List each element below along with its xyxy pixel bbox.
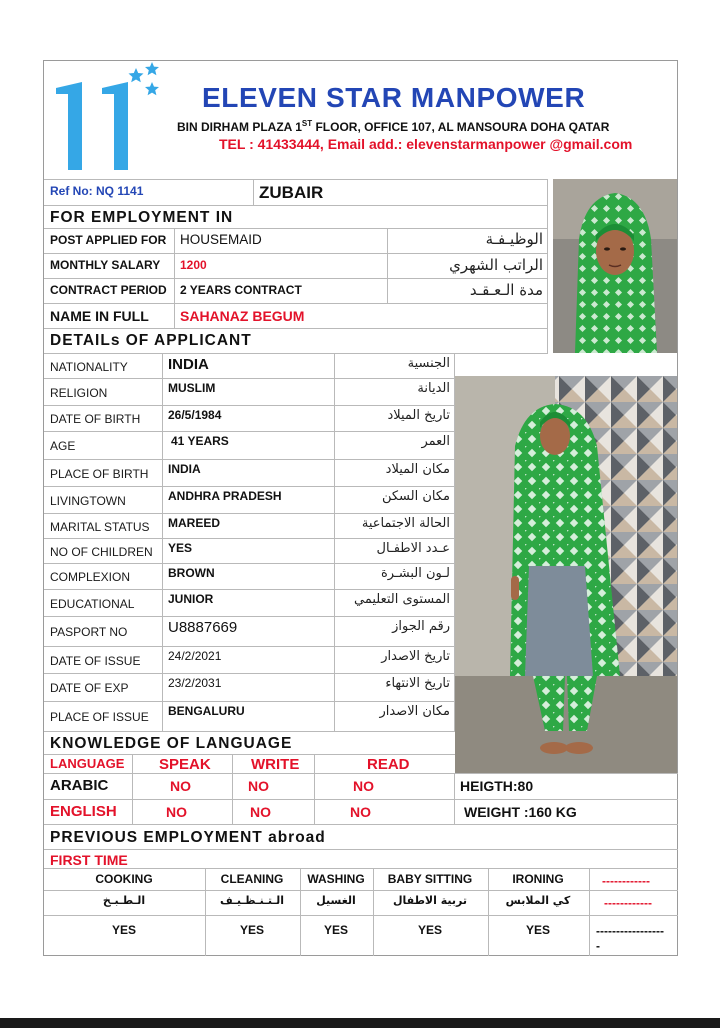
ref-number: Ref No: NQ 1141 bbox=[50, 184, 144, 198]
english-read: NO bbox=[350, 804, 371, 820]
date-of-issue-label: DATE OF ISSUE bbox=[50, 653, 141, 668]
religion-value: MUSLIM bbox=[168, 381, 216, 395]
applicant-full-body-photo bbox=[455, 376, 677, 773]
marital-status-label: MARITAL STATUS bbox=[50, 519, 150, 534]
monthly-salary-arabic: الراتب الشهري bbox=[449, 256, 543, 274]
nationality-value: INDIA bbox=[168, 356, 209, 373]
livingtown-label: LIVINGTOWN bbox=[50, 493, 126, 508]
full-name-value: SAHANAZ BEGUM bbox=[180, 308, 305, 324]
arabic-speak: NO bbox=[170, 778, 191, 794]
date-of-birth-label: DATE OF BIRTH bbox=[50, 412, 141, 426]
skill-cleaning-arabic: الـتـنـظـيـف bbox=[220, 894, 284, 907]
date-of-birth-arabic: تاريخ الميلاد bbox=[387, 408, 450, 423]
previous-employment-title: PREVIOUS EMPLOYMENT abroad bbox=[50, 829, 326, 846]
skill-baby-sitting-arabic: تربية الاطفال bbox=[392, 894, 467, 907]
english-write: NO bbox=[250, 804, 271, 820]
skill-ironing-arabic: كي الملابس bbox=[505, 894, 571, 907]
applicant-portrait-photo bbox=[553, 179, 677, 353]
educational-value: JUNIOR bbox=[168, 592, 214, 606]
date-of-exp-value: 23/2/2031 bbox=[168, 676, 222, 690]
full-name-label: NAME IN FULL bbox=[50, 308, 149, 324]
arabic-read: NO bbox=[353, 778, 374, 794]
post-applied-value: HOUSEMAID bbox=[180, 232, 262, 247]
skill-baby-sitting-value: YES bbox=[417, 923, 442, 937]
complexion-value: BROWN bbox=[168, 566, 215, 580]
contract-period-value: 2 YEARS CONTRACT bbox=[180, 283, 302, 297]
language-header-speak: SPEAK bbox=[159, 756, 211, 773]
skill-cleaning-value: YES bbox=[239, 923, 264, 937]
address-part1: BIN DIRHAM PLAZA 1 bbox=[177, 120, 302, 134]
place-of-issue-label: PLACE OF ISSUE bbox=[50, 710, 149, 724]
skill-cooking-label: COOKING bbox=[95, 872, 153, 886]
english-speak: NO bbox=[166, 804, 187, 820]
contract-period-label: CONTRACT PERIOD bbox=[50, 283, 167, 297]
place-of-birth-value: INDIA bbox=[168, 462, 201, 476]
company-contact: TEL : 41433444, Email add.: elevenstarmanpower @gmail.com bbox=[219, 136, 633, 152]
logo-eleven-stars bbox=[52, 62, 162, 172]
date-of-exp-arabic: تاريخ الانتهاء bbox=[385, 676, 450, 691]
marital-status-arabic: الحالة الاجتماعية bbox=[361, 516, 450, 531]
skill-washing-arabic: الغسيل bbox=[316, 894, 356, 907]
address-part2: FLOOR, OFFICE 107, AL MANSOURA DOHA QATAR bbox=[312, 120, 610, 134]
contract-period-arabic: مدة الـعـقـد bbox=[469, 281, 543, 299]
height-value: HEIGTH:80 bbox=[460, 778, 534, 794]
place-of-issue-value: BENGALURU bbox=[168, 704, 245, 718]
no-of-children-label: NO OF CHILDREN bbox=[50, 544, 153, 559]
skill-washing-value: YES bbox=[323, 923, 348, 937]
ironing-dash-1: ------------ bbox=[602, 874, 650, 888]
religion-arabic: الديانة bbox=[417, 381, 450, 396]
age-value: 41 YEARS bbox=[171, 434, 229, 448]
educational-label: EDUCATIONAL bbox=[50, 596, 135, 611]
ironing-dash-2: ------------ bbox=[604, 896, 652, 910]
educational-arabic: المستوى التعليمي bbox=[354, 592, 450, 607]
company-name: ELEVEN STAR MANPOWER bbox=[202, 82, 586, 113]
svg-text:11: 11 bbox=[52, 62, 54, 63]
monthly-salary-value: 1200 bbox=[180, 258, 207, 272]
skill-baby-sitting-label: BABY SITTING bbox=[387, 872, 473, 886]
language-header-read: READ bbox=[367, 756, 410, 773]
language-header-write: WRITE bbox=[251, 756, 300, 773]
date-of-issue-value: 24/2/2021 bbox=[168, 649, 222, 663]
nationality-label: NATIONALITY bbox=[50, 359, 128, 374]
ironing-dash-3: ----------------- bbox=[596, 924, 664, 938]
arabic-write: NO bbox=[248, 778, 269, 794]
skill-ironing-label: IRONING bbox=[512, 872, 564, 886]
complexion-label: COMPLEXION bbox=[50, 570, 131, 584]
details-section-title: DETAILs OF APPLICANT bbox=[50, 332, 252, 349]
post-applied-arabic: الوظيـفـة bbox=[485, 230, 543, 248]
skill-cleaning-label: CLEANING bbox=[220, 872, 284, 886]
age-label: AGE bbox=[50, 439, 76, 453]
date-of-issue-arabic: تاريخ الاصدار bbox=[381, 649, 450, 664]
pasport-no-value: U8887669 bbox=[168, 619, 238, 636]
no-of-children-value: YES bbox=[168, 541, 193, 555]
monthly-salary-label: MONTHLY SALARY bbox=[50, 258, 161, 272]
applicant-short-name: ZUBAIR bbox=[259, 183, 324, 202]
first-time-label: FIRST TIME bbox=[50, 852, 128, 868]
bottom-bar bbox=[0, 1018, 720, 1028]
skill-ironing-value: YES bbox=[525, 923, 550, 937]
ironing-dash-4: - bbox=[596, 939, 600, 953]
age-arabic: العمر bbox=[421, 434, 450, 449]
place-of-issue-arabic: مكان الاصدار bbox=[379, 704, 450, 719]
no-of-children-arabic: عـدد الاطفـال bbox=[376, 541, 450, 556]
religion-label: RELIGION bbox=[50, 385, 108, 400]
marital-status-value: MAREED bbox=[168, 516, 221, 530]
post-applied-label: POST APPLIED FOR bbox=[50, 233, 167, 247]
language-header-language: LANGUAGE bbox=[50, 756, 125, 771]
language-arabic: ARABIC bbox=[50, 777, 109, 794]
weight-value: WEIGHT :160 KG bbox=[464, 804, 577, 820]
livingtown-arabic: مكان السكن bbox=[381, 489, 450, 504]
livingtown-value: ANDHRA PRADESH bbox=[168, 489, 282, 503]
language-section-title: KNOWLEDGE OF LANGUAGE bbox=[50, 735, 293, 752]
skill-cooking-arabic: الـطـبـخ bbox=[102, 894, 146, 907]
place-of-birth-arabic: مكان الميلاد bbox=[385, 462, 450, 477]
nationality-arabic: الجنسية bbox=[407, 356, 450, 371]
pasport-no-arabic: رقم الجواز bbox=[392, 619, 450, 634]
skill-cooking-value: YES bbox=[111, 923, 136, 937]
language-english: ENGLISH bbox=[50, 803, 117, 820]
skill-washing-label: WASHING bbox=[307, 872, 365, 886]
address-sup: ST bbox=[301, 119, 313, 128]
employment-section-title: FOR EMPLOYMENT IN bbox=[50, 209, 234, 226]
company-logo bbox=[52, 62, 162, 172]
date-of-birth-value: 26/5/1984 bbox=[168, 408, 222, 422]
complexion-arabic: لـون البشـرة bbox=[380, 566, 450, 581]
company-address bbox=[177, 120, 609, 133]
place-of-birth-label: PLACE OF BIRTH bbox=[50, 466, 149, 481]
date-of-exp-label: DATE OF EXP bbox=[50, 681, 129, 695]
pasport-no-label: PASPORT NO bbox=[50, 625, 128, 639]
